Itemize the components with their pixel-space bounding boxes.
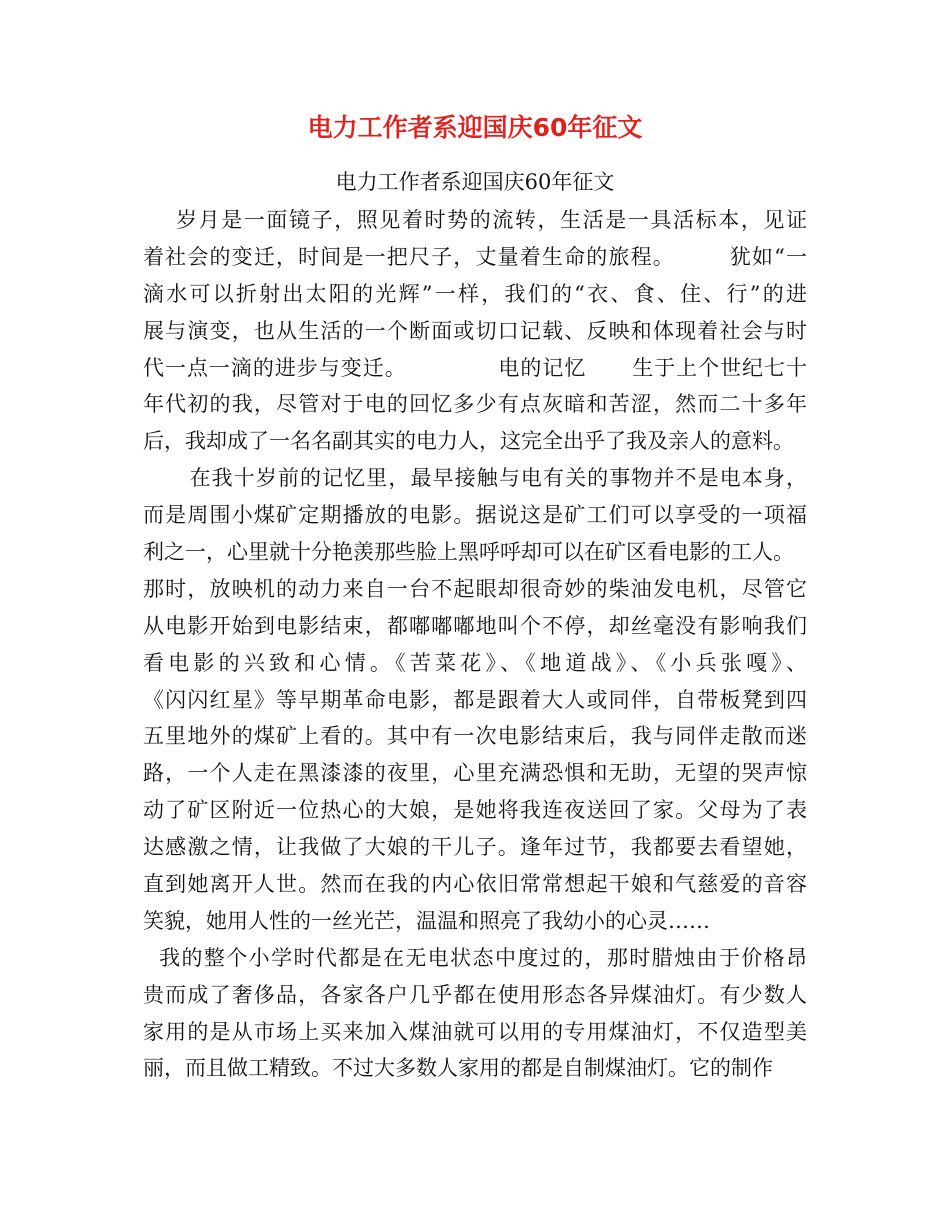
body-line: 动了矿区附近一位热心的大娘，是她将我连夜送回了家。父母为了表 [143,798,807,823]
document-body [143,202,807,1087]
body-line: 滴水可以折射出太阳的光辉”一样，我们的“衣、食、住、行”的进 [143,281,807,306]
body-line: 贵而成了奢侈品，各家各户几乎都在使用形态各异煤油灯。有少数人 [143,982,807,1007]
body-line: 那时，放映机的动力来自一台不起眼却很奇妙的柴油发电机，尽管它 [143,576,807,601]
body-line: 看电影的兴致和心情。《苦菜花》、《地道战》、《小兵张嘎》、 [143,650,807,675]
body-line: 我的整个小学时代都是在无电状态中度过的，那时腊烛由于价格昂 [143,945,807,970]
document-title: 电力工作者系迎国庆60年征文 [307,113,643,142]
body-line: 年代初的我，尽管对于电的回忆多少有点灰暗和苦涩，然而二十多年 [143,392,807,417]
body-line: 着社会的变迁，时间是一把尺子，丈量着生命的旅程。 犹如“一 [143,244,807,269]
body-line: 丽，而且做工精致。不过大多数人家用的都是自制煤油灯。它的制作 [143,1056,773,1081]
body-line: 岁月是一面镜子，照见着时势的流转，生活是一具活标本，见证 [143,208,807,232]
body-line: 直到她离开人世。然而在我的内心依旧常常想起干娘和气慈爱的音容 [143,872,807,897]
body-line: 而是周围小煤矿定期播放的电影。据说这是矿工们可以享受的一项福 [143,503,807,528]
body-line: 路，一个人走在黑漆漆的夜里，心里充满恐惧和无助，无望的哭声惊 [143,761,807,786]
body-line: 笑貌，她用人性的一丝光芒，温温和照亮了我幼小的心灵…… [143,908,710,933]
body-line: 代一点一滴的进步与变迁。 电的记忆 生于上个世纪七十 [143,355,807,380]
body-line: 五里地外的煤矿上看的。其中有一次电影结束后，我与同伴走散而迷 [143,724,807,749]
body-line: 展与演变，也从生活的一个断面或切口记载、反映和体现着社会与时 [143,318,807,343]
document-subtitle: 电力工作者系迎国庆60年征文 [335,170,615,194]
body-line: 家用的是从市场上买来加入煤油就可以用的专用煤油灯，不仅造型美 [143,1019,807,1044]
body-line: 后，我却成了一名名副其实的电力人，这完全出乎了我及亲人的意料。 [143,429,794,454]
body-line: 《闪闪红星》等早期革命电影，都是跟着大人或同伴，自带板凳到四 [143,687,807,712]
body-line: 达感激之情，让我做了大娘的干儿子。逢年过节，我都要去看望她， [143,835,807,860]
body-line: 利之一，心里就十分艳羡那些脸上黑呼呼却可以在矿区看电影的工人。 [143,540,794,565]
body-line: 在我十岁前的记忆里，最早接触与电有关的事物并不是电本身， [143,466,807,491]
body-line: 从电影开始到电影结束，都嘟嘟嘟地叫个不停，却丝毫没有影响我们 [143,613,807,638]
